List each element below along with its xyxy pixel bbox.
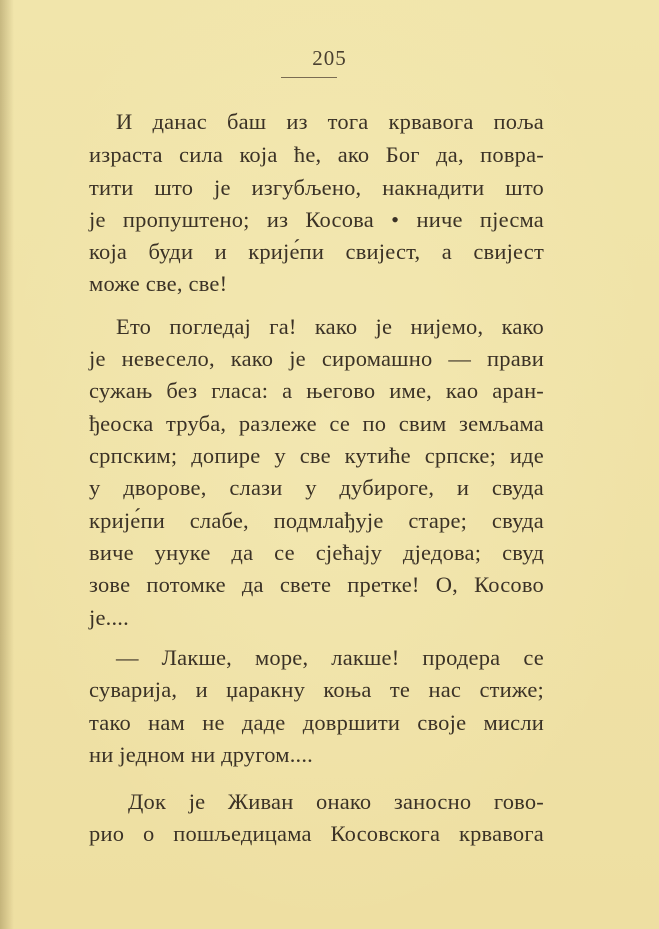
text-line: ђеоска труба, разлеже се по свим земљама	[89, 411, 544, 436]
page-edge-shadow	[0, 0, 14, 929]
text-line: И данас баш из тога крвавога поља	[116, 109, 544, 134]
text-line: у дворове, слази у дубироге, и свуда	[89, 475, 544, 500]
text-line: тако нам не даде довршити своје мисли	[89, 710, 544, 735]
page-number-rule	[281, 77, 337, 78]
text-line: може све, све!	[89, 271, 228, 296]
text-line: која буди и крије́пи свијест, а свијест	[89, 239, 544, 264]
text-line: крије́пи слабе, подмлађује старе; свуда	[89, 508, 544, 533]
text-line: Ето погледај га! како је нијемо, како	[116, 314, 544, 339]
text-line: — Лакше, море, лакше! продера се	[116, 645, 544, 670]
text-line: је пропуштено; из Косова • ниче пјесма	[89, 207, 544, 232]
text-line: суварија, и џаракну коња те нас стиже;	[89, 677, 544, 702]
text-line: израста сила која ће, ако Бог да, поврa-	[89, 142, 544, 167]
text-line: Док је Живан онако заносно гово-	[128, 789, 544, 814]
page-number: 205	[312, 46, 347, 70]
text-line: сужањ без гласа: а његово име, као аран-	[89, 378, 544, 403]
text-line: је невесело, како је сиромашно — прави	[89, 346, 544, 371]
text-line: је....	[89, 605, 129, 630]
text-line: српским; допире у све кутиће српске; иде	[89, 443, 544, 468]
text-line: зове потомке да свете претке! О, Косово	[89, 572, 544, 597]
text-line: тити што је изгубљено, накнадити што	[89, 175, 544, 200]
text-line: виче унуке да се сјећају дједова; свуд	[89, 540, 544, 565]
text-line: ни једном ни другом....	[89, 742, 314, 767]
text-line: рио о пошљедицама Косовскога крвавога	[89, 821, 544, 846]
